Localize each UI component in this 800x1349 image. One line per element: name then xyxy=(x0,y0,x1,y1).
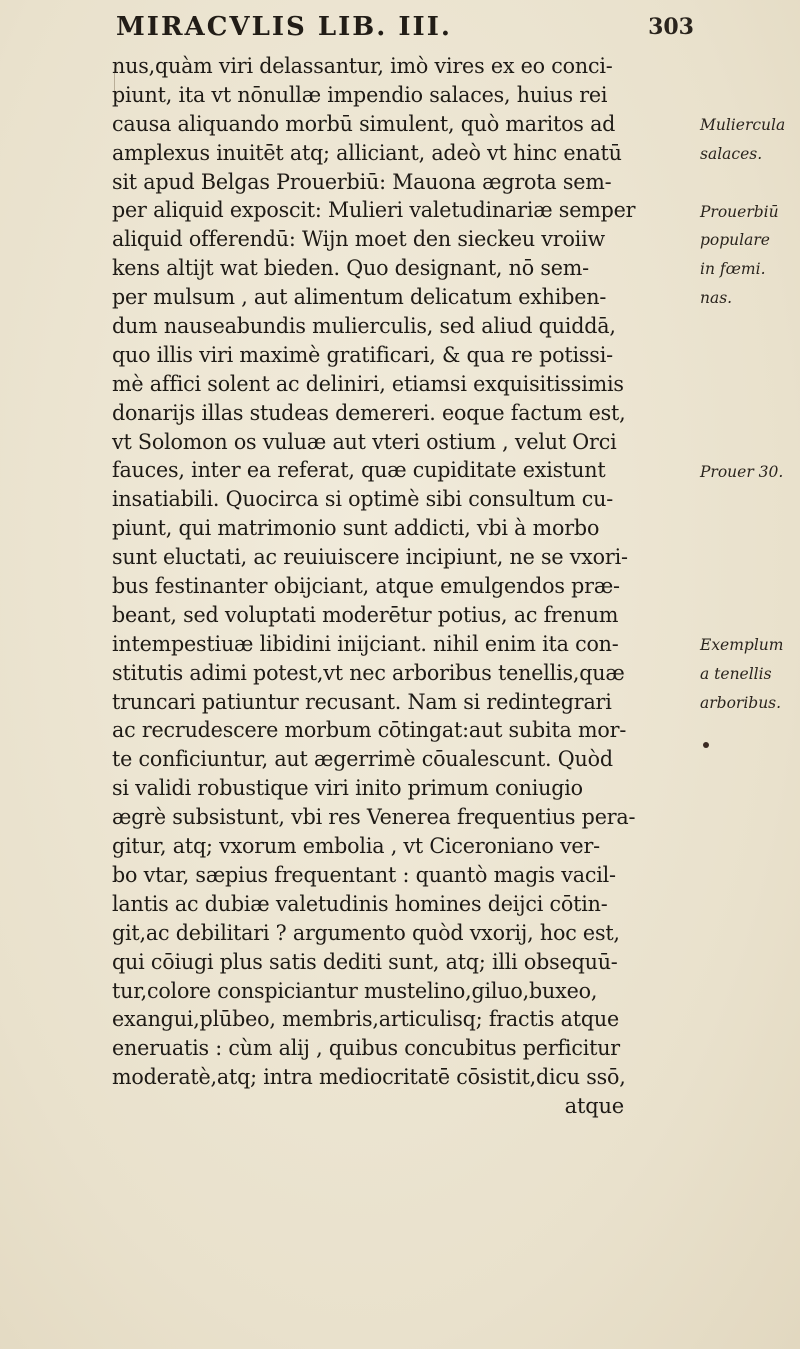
marginal-note: in fœmi. xyxy=(700,260,766,279)
text-line: ægrè subsistunt, vbi res Venerea frequentius pera- xyxy=(112,805,636,830)
marginal-note: Prouerbiū xyxy=(700,202,779,221)
text-line: truncari patiuntur recusant. Nam si redintegrari xyxy=(112,689,612,714)
text-line: intempestiuæ libidini inijciant. nihil enim ita con- xyxy=(112,631,619,656)
marginal-note: salaces. xyxy=(700,144,763,163)
text-line: tur,colore conspiciantur mustelino,giluo,buxeo, xyxy=(112,978,598,1003)
marginal-note: populare xyxy=(700,231,770,250)
text-line: nus,quàm viri delassantur, imò vires ex eo conci- xyxy=(112,54,613,78)
ink-speck xyxy=(703,742,709,748)
marginal-note: Prouer 30. xyxy=(700,462,784,481)
text-line: stitutis adimi potest,vt nec arboribus tenellis,quæ xyxy=(112,660,625,685)
text-line: sunt eluctati, ac reuiuiscere incipiunt, ne se vxori- xyxy=(112,545,628,570)
marginal-note: Exemplum xyxy=(700,636,784,654)
text-line: quo illis viri maximè gratificari, & qua re potissi- xyxy=(112,342,613,367)
text-line: bus festinanter obijciant, atque emulgendos præ- xyxy=(112,574,620,599)
text-line: piunt, qui matrimonio sunt addicti, vbi à morbo xyxy=(112,516,600,541)
text-line: si validi robustique viri inito primum coniugio xyxy=(112,776,583,801)
text-line: piunt, ita vt nōnullæ impendio salaces, huius rei xyxy=(112,82,608,107)
text-line: exangui,plūbeo, membris,articulisq; fractis atque xyxy=(112,1007,620,1032)
text-line: eneruatis : cùm alij , quibus concubitus perficitur xyxy=(112,1036,620,1061)
catchword: atque xyxy=(564,1094,624,1119)
text-line: causa aliquando morbū simulent, quò maritos ad xyxy=(112,111,616,136)
text-line: insatiabili. Quocirca si optimè sibi consultum cu- xyxy=(112,487,613,512)
text-line: dum nauseabundis mulierculis, sed aliud quiddā, xyxy=(112,314,616,339)
marginal-note: a tenellis xyxy=(700,664,772,683)
body-text xyxy=(112,52,712,1121)
text-line: lantis ac dubiæ valetudinis homines deijci cōtin- xyxy=(112,891,608,916)
text-line: git,ac debilitari ? argumento quòd vxorij, hoc est, xyxy=(112,920,620,945)
text-line: ac recrudescere morbum cōtingat:aut subita mor- xyxy=(112,718,627,743)
text-line: qui cōiugi plus satis dediti sunt, atq; illi obsequū- xyxy=(112,949,618,974)
text-line: amplexus inuitēt atq; alliciant, adeò vt hinc enatū xyxy=(112,140,622,165)
text-line: gitur, atq; vxorum embolia , vt Ciceroniano ver- xyxy=(112,834,600,859)
page-number: 303 xyxy=(648,14,694,40)
page-header xyxy=(110,12,694,52)
text-line: bo vtar, sæpius frequentant : quantò magis vacil- xyxy=(112,862,616,887)
text-line: beant, sed voluptati moderētur potius, ac frenum xyxy=(112,602,619,627)
marginal-note: arboribus. xyxy=(700,693,782,712)
text-line: aliquid offerendū: Wijn moet den sieckeu vroiiw xyxy=(112,227,605,252)
text-line: per aliquid exposcit: Mulieri valetudinariæ semper xyxy=(112,198,636,223)
text-line: vt Solomon os vuluæ aut vteri ostium , velut Orci xyxy=(112,429,617,454)
text-line: kens altijt wat bieden. Quo designant, nō sem- xyxy=(112,256,589,281)
text-line: per mulsum , aut alimentum delicatum exhiben- xyxy=(112,285,607,310)
text-line: sit apud Belgas Prouerbiū: Mauona ægrota sem- xyxy=(112,169,612,194)
marginal-note: nas. xyxy=(700,289,733,308)
text-line: fauces, inter ea referat, quæ cupiditate existunt xyxy=(112,458,606,483)
text-line: donarijs illas studeas demereri. eoque factum est, xyxy=(112,400,626,425)
marginal-note: Muliercula xyxy=(700,115,786,134)
text-line: mè affici solent ac deliniri, etiamsi exquisitissimis xyxy=(112,371,624,396)
running-title: MIRACVLIS LIB. III. xyxy=(116,12,452,42)
text-line: te conficiuntur, aut ægerrimè cōualescunt. Quòd xyxy=(112,747,613,772)
text-line: moderatè,atq; intra mediocritatē cōsistit,dicu ssō, xyxy=(112,1065,626,1090)
